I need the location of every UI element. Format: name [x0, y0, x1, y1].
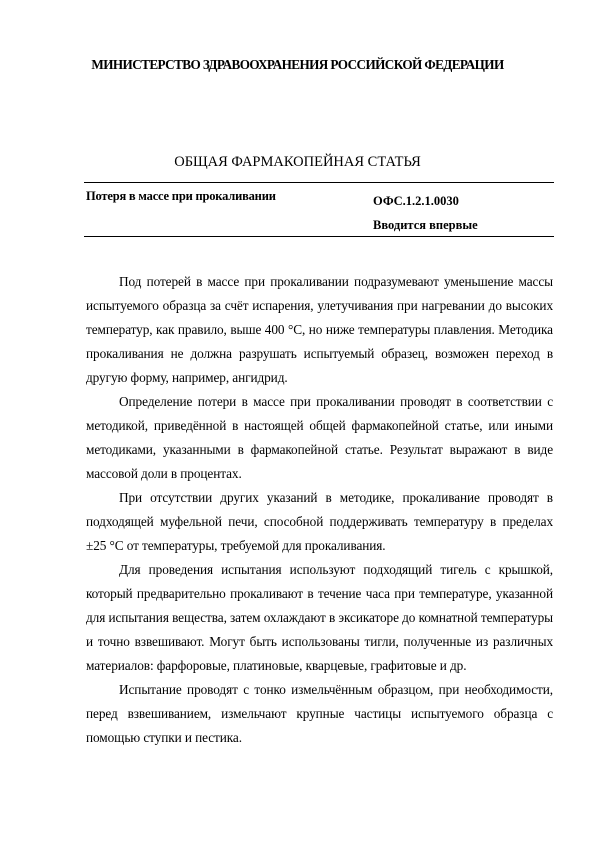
document-type-heading: ОБЩАЯ ФАРМАКОПЕЙНАЯ СТАТЬЯ — [174, 154, 421, 170]
paragraph-4: Для проведения испытания используют подходящий тигель с крышкой, который предварительно прокаливают в течение часа при температуре, указанной для испытания вещества, затем охлаждают в эксикаторе до комнатной температуры и точно взвешивают. Могут быть использованы тигли, полученные из различных материалов: фарфоровые, платиновые, кварцевые, графитовые и др. — [86, 562, 553, 673]
paragraph-2: Определение потери в массе при прокаливании проводят в соответствии с методикой, приведённой в настоящей общей фармакопейной статье, или иными методиками, указанными в фармакопейной статье. Результат выражают в виде массовой доли в процентах. — [86, 394, 553, 481]
header-top-rule — [84, 182, 554, 183]
article-body — [86, 270, 553, 750]
article-meta — [373, 189, 478, 237]
paragraph-1: Под потерей в массе при прокаливании подразумевают уменьшение массы испытуемого образца за счёт испарения, улетучивания при нагревании до высоких температур, как правило, выше 400 °С, но ниже температуры плавления. Методика прокаливания не должна разрушать испытуемый образец, возможен переход в другую форму, например, ангидрид. — [86, 274, 553, 385]
paragraph-3: При отсутствии других указаний в методике, прокаливание проводят в подходящей муфельной печи, способной поддерживать температуру в пределах ±25 °С от температуры, требуемой для прокаливания. — [86, 490, 553, 553]
article-title: Потеря в массе при прокаливании — [86, 189, 276, 203]
header-bottom-rule — [84, 236, 554, 237]
paragraph-5: Испытание проводят с тонко измельчённым образцом, при необходимости, перед взвешиванием, измельчают крупные частицы испытуемого образца с помощью ступки и пестика. — [86, 682, 553, 745]
article-code: ОФС.1.2.1.0030 — [373, 194, 459, 208]
ministry-title: МИНИСТЕРСТВО ЗДРАВООХРАНЕНИЯ РОССИЙСКОЙ ФЕДЕРАЦИИ — [91, 57, 504, 72]
article-note: Вводится впервые — [373, 218, 478, 232]
